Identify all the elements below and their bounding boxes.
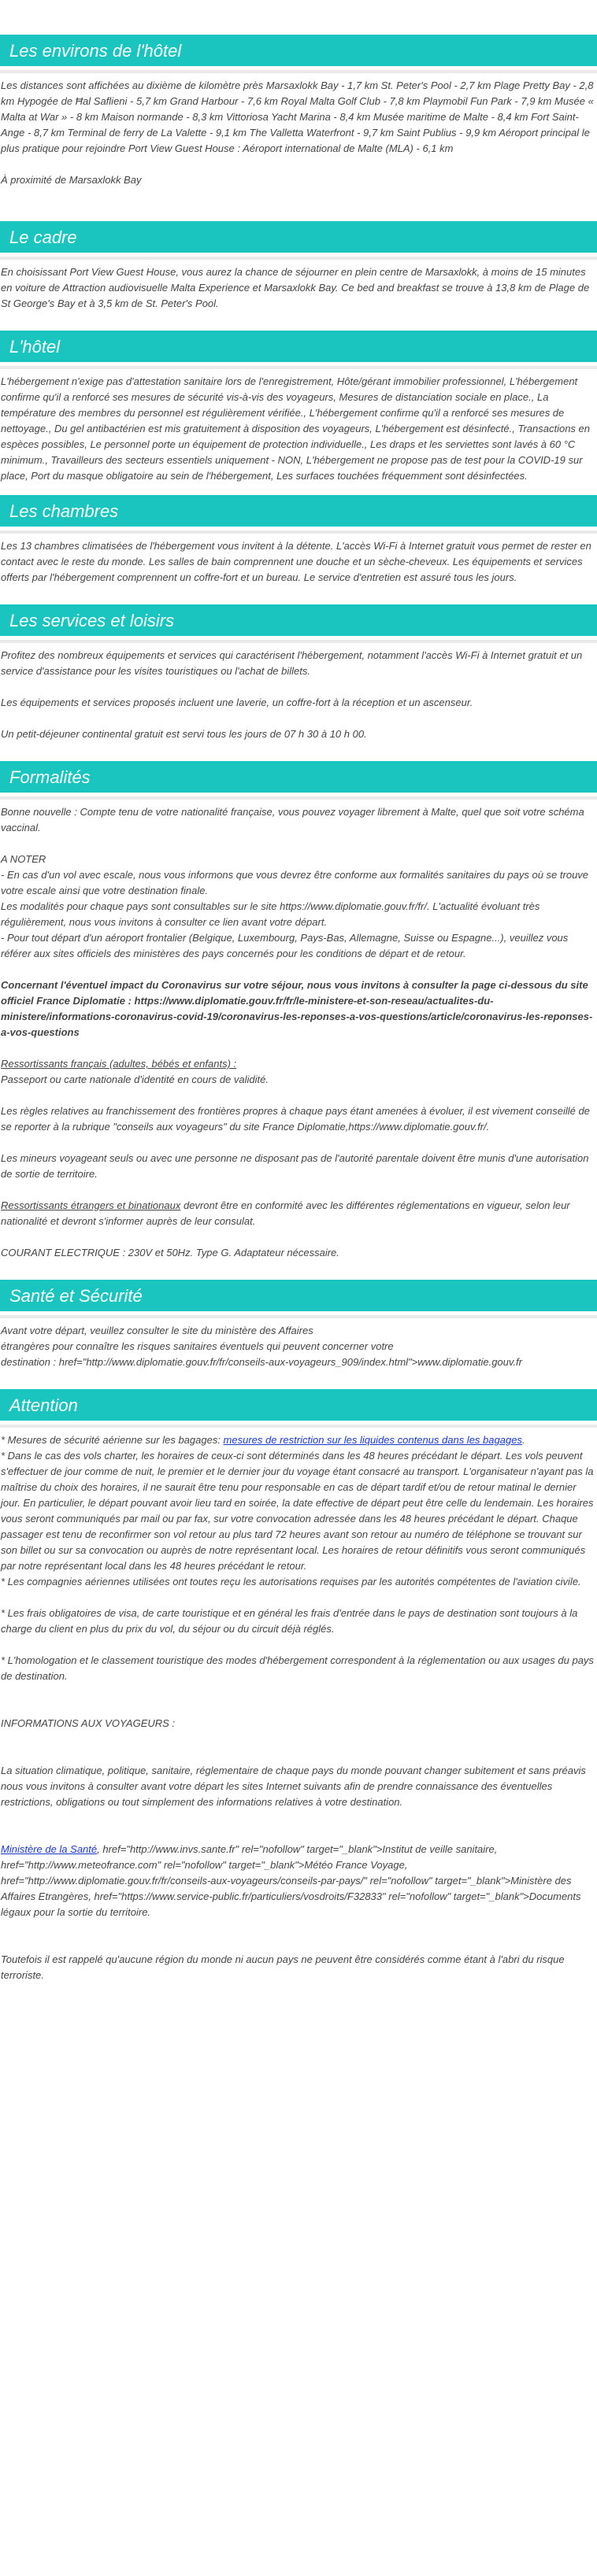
note-stopover: - En cas d'un vol avec escale, nous vous informons que vous devrez être conforme aux formalités sanitaires du pays où se trouve votre escale ainsi que votre destination finale. [1,869,589,896]
attention-visa: * Les frais obligatoires de visa, de carte touristique et en général les frais d'entrée dans le pays de destination sont toujours à la charge du client en plus du prix du vol, du séjour ou du circuit déjà réglés. [1,1607,578,1635]
french-nationals-text: Passeport ou carte nationale d'identité en cours de validité. [1,1074,269,1085]
sante-line-2: étrangères pour connaître les risques sanitaires éventuels qui peuvent concerner votre [1,1340,394,1352]
attention-luggage-text: * Mesures de sécurité aérienne sur les bagages: [1,1434,224,1446]
section-hotel [0,331,597,484]
foreign-nationals-title: Ressortissants étrangers et binationaux [1,1199,181,1211]
section-services [0,604,597,742]
terrorism-notice: Toutefois il est rappelé qu'aucune région du monde ni aucun pays ne peuvent être considérés comme étant à l'abri du risque terroriste. [1,1953,565,1981]
border-rules: Les règles relatives au franchissement des frontières propres à chaque pays étant amenées à évoluer, il est vivement conseillé de se reporter à la rubrique "conseils aux voyageurs" du site France Diplomatie,https://www.diplomatie.gouv.fr/. [1,1105,590,1133]
services-text-3: Un petit-déjeuner continental gratuit est servi tous les jours de 07 h 30 à 10 h 00. [1,728,367,740]
covid-notice: Concernant l'éventuel impact du Coronavirus sur votre séjour, nous vous invitons à consulter la page ci-dessous du site officiel France Diplomatie : https://www.diplomatie.gouv.fr/fr/le-ministere-et-son-reseau/actualites-du-ministere/informations-coronavirus-covid-19/coronavirus-les-reponses-a-vos-questions/article/coronavirus-les-reponses-a-vos-questions [1,979,593,1038]
hotel-text: L'hébergement n'exige pas d'attestation sanitaire lors de l'enregistrement, Hôte/gérant immobilier professionnel, L'hébergement confirme qu'il a renforcé ses mesures de sécurité vis-à-vis des voyageurs, Mesures de distanciation sociale en place., La température des membres du personnel est régulièrement vérifiée., L'hébergement confirme qu'il a renforcé ses mesures de nettoyage., Du gel antibactérien est mis gratuitement à disposition des voyageurs, L'hébergement est désinfecté., Transactions en espèces possibles, Le personnel porte un équipement de protection individuelle., Les draps et les serviettes sont lavés à 60 °C minimum., Travailleurs des secteurs essentiels uniquement - NON, L'hébergement ne propose pas de test pour la COVID-19 sur place, Port du masque obligatoire au sein de l'hébergement, Les surfaces touchées fréquemment sont désinfectées. [1,375,591,482]
section-sante [0,1280,597,1370]
section-formalites [0,761,597,1261]
useful-links [1,1842,595,1920]
foreign-nationals-text: devront être en conformité avec les différentes réglementations en vigueur, selon leur nationalité et devront s'informer auprès de leur consulat. [1,1199,570,1227]
section-title-services: Les services et loisirs [0,604,597,640]
travellers-info-title: INFORMATIONS AUX VOYAGEURS : [1,1717,176,1729]
section-title-attention: Attention [0,1389,597,1425]
minors-notice: Les mineurs voyageant seuls ou avec une personne ne disposant pas de l'autorité parentale doivent être munis d'une autorisation de sortie de territoire. [1,1152,589,1180]
ministere-sante-link[interactable]: Ministère de la Santé [1,1843,98,1855]
foreign-nationals [1,1198,595,1229]
note-border-airport: - Pour tout départ d'un aéroport frontalier (Belgique, Luxembourg, Pays-Bas, Allemagne, Suisse ou Espagne...), veuillez vous référer aux sites officiels des ministères des pays concernés pour les conditions de départ et de retour. [1,932,569,959]
section-title-chambres: Les chambres [0,495,597,530]
services-text-2: Les équipements et services proposés incluent une laverie, un coffre-fort à la réception et un ascenseur. [1,697,473,708]
page [0,35,597,1983]
chambres-text: Les 13 chambres climatisées de l'hébergement vous invitent à la détente. L'accès Wi-Fi à Internet gratuit vous permet de rester en contact avec le reste du monde. Les salles de bain comprennent une douche et un sèche-cheveux. Les équipements et services offerts par l'hébergement comprennent un coffre-fort et un bureau. Le service d'entretien est assuré tous les jours. [1,540,591,583]
environs-nearby: À proximité de Marsaxlokk Bay [1,174,142,186]
liquids-restriction-link[interactable]: mesures de restriction sur les liquides contenus dans les bagages [223,1434,522,1446]
section-cadre [0,221,597,312]
note-modalities: Les modalités pour chaque pays sont consultables sur le site https://www.diplomatie.gouv.fr/fr/. L'actualité évoluant très régulièrement, nous vous invitons à consulter ce lien avant votre départ. [1,900,540,928]
section-title-environs: Les environs de l'hôtel [0,35,597,70]
situation-line-2: nous vous invitons à consulter avant votre départ les sites Internet suivants afin de prendre connaissance des éventuelles restrictions, obligations ou tout simplement des informations relatives à votre destination. [1,1780,553,1808]
cadre-text: En choisissant Port View Guest House, vous aurez la chance de séjourner en plein centre de Marsaxlokk, à moins de 15 minutes en voiture de Attraction audiovisuelle Malta Experience et Marsaxlokk Bay. Ce bed and breakfast se trouve à 13,8 km de Plage de St George's Bay et à 3,5 km de St. Peter's Pool. [1,266,590,309]
attention-airlines: * Les compagnies aériennes utilisées ont toutes reçu les autorisations requises par les autorités compétentes de l'aviation civile. [1,1576,581,1587]
services-text-1: Profitez des nombreux équipements et services qui caractérisent l'hébergement, notamment l'accès Wi-Fi à Internet gratuit et un service d'assistance pour les visites touristiques ou l'achat de billets. [1,649,583,677]
section-attention [0,1389,597,1983]
situation-line-1: La situation climatique, politique, sanitaire, réglementaire de chaque pays du monde pouvant changer subitement et sans préavis [1,1765,586,1776]
note-title: A NOTER [1,853,46,865]
attention-charter: * Dans le cas des vols charter, les horaires de ceux-ci sont déterminés dans les 48 heures précédant le départ. Les vols peuvent s'effectuer de jour comme de nuit, le premier et le dernier jour du voyage étant consacré au transport. L'organisateur n'ayant pas la maîtrise du choix des horaires, il ne saurait être tenu pour responsable en cas de départ tardif et/ou de retour matinal le dernier jour. En particulier, le départ pouvant avoir lieu tard en soirée, la date effective de départ peut être celle du lendemain. Les horaires vous seront communiqués par mail ou par fax, sur votre convocation adressée dans les 48 heures précédant le départ. Chaque passager est tenu de reconfirmer son vol retour au plus tard 72 heures avant son retour au numéro de téléphone se trouvant sur son billet ou sur sa convocation ou auprès de notre représentant local. Les horaires de retour définitifs vous seront communiqués par notre représentant local dans les 48 heures précédant le retour. [1,1450,594,1572]
section-title-hotel: L'hôtel [0,331,597,366]
section-chambres [0,495,597,586]
section-title-sante: Santé et Sécurité [0,1280,597,1315]
useful-links-text: , href="http://www.invs.sante.fr" rel="nofollow" target="_blank">Institut de veille sanitaire, href="http://www.meteofrance.com" rel="nofollow" target="_blank">Météo France Voyage, href="http://www.diplomatie.gouv.fr/fr/conseils-aux-voyageurs/conseils-par-pays/" rel="nofollow" target="_blank">Ministère des Affaires Etrangères, href="https://www.service-public.fr/particuliers/vosdroits/F32833" rel="nofollow" target="_blank">Documents légaux pour la sortie du territoire. [1,1843,581,1918]
formalites-good-news: Bonne nouvelle : Compte tenu de votre nationalité française, vous pouvez voyager librement à Malte, quel que soit votre schéma vaccinal. [1,806,584,833]
sante-line-3: destination : href="http://www.diplomatie.gouv.fr/fr/conseils-aux-voyageurs_909/index.html">www.diplomatie.gouv.fr [1,1356,522,1368]
section-title-cadre: Le cadre [0,221,597,257]
attention-classification: * L'homologation et le classement touristique des modes d'hébergement correspondent à la réglementation ou aux usages du pays de destination. [1,1654,594,1682]
electric-current: COURANT ELECTRIQUE : 230V et 50Hz. Type G. Adaptateur nécessaire. [1,1247,339,1258]
environs-distances: Les distances sont affichées au dixième de kilomètre près Marsaxlokk Bay - 1,7 km St. Peter's Pool - 2,7 km Plage Pretty Bay - 2,8 km Hypogée de Ħal Saflieni - 5,7 km Grand Harbour - 7,6 km Royal Malta Golf Club - 7,8 km Playmobil Fun Park - 7,9 km Musée « Malta at War » - 8 km Maison normande - 8,3 km Vittoriosa Yacht Marina - 8,4 km Musée maritime de Malte - 8,4 km Fort Saint-Ange - 8,7 km Terminal de ferry de La Valette - 9,1 km The Valletta Waterfront - 9,7 km Saint Publius - 9,9 km Aéroport principal le plus pratique pour rejoindre Port View Guest House : Aéroport international de Malte (MLA) - 6,1 km [1,79,594,154]
section-title-formalites: Formalités [0,761,597,796]
french-nationals-title: Ressortissants français (adultes, bébés et enfants) : [1,1058,237,1070]
section-environs [0,35,597,188]
attention-luggage-end: . [521,1434,525,1446]
attention-luggage [1,1432,595,1448]
sante-line-1: Avant votre départ, veuillez consulter le site du ministère des Affaires [1,1325,313,1336]
